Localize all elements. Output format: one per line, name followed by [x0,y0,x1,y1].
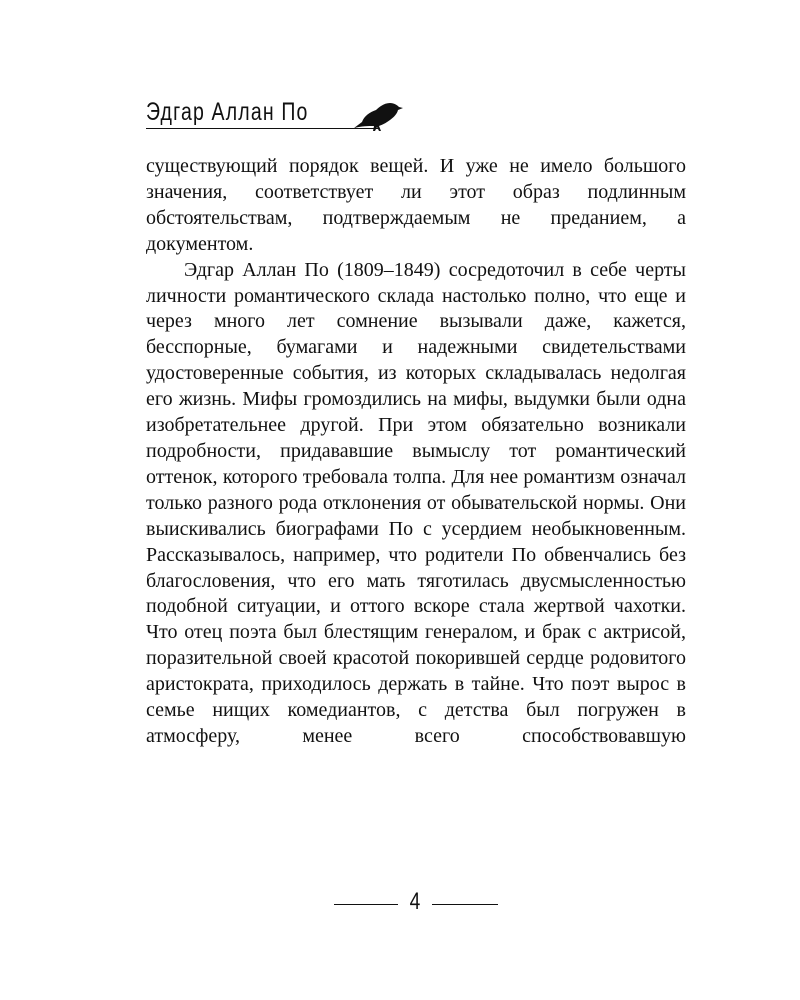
page-footer [300,884,500,920]
body-text [146,154,686,750]
running-header-title: Эдгар Аллан По [146,98,309,126]
raven-icon [352,98,404,132]
footer-rule-left [334,904,398,905]
footer-rule-right [432,904,498,905]
paragraph-1: существующий порядок вещей. И уже не имело большого значения, соответствует ли этот образ подлинным обстоятельствам, подтверждаемым не преданием, а документом. [146,155,686,255]
paragraph-2: Эдгар Аллан По (1809–1849) сосредоточил в себе черты личности романтического склада настолько полно, что еще и через много лет сомнение вызывали даже, кажется, бесспорные, бумагами и надежными свидетельствами удостоверенные события, из которых складывалась недолгая его жизнь. Мифы громоздились на мифы, выдумки были одна изобретательнее другой. При этом обязательно возникали подробности, придававшие вымыслу тот романтический оттенок, которого требовала толпа. Для нее романтизм означал только разного рода отклонения от обывательской нормы. Они выискивались биографами По с усердием необыкновенным. Рассказывалось, например, что родители По обвенчались без благословения, что его мать тяготилась двусмысленностью подобной ситуации, и оттого вскоре стала жертвой чахотки. Что отец поэта был блестящим генералом, и брак с актрисой, поразительной своей красотой покорившей сердце родовитого аристократа, приходилось держать в тайне. Что поэт вырос в семье нищих комедиантов, с детства был погружен в атмосферу, менее всего способствовавшую [146,258,686,747]
page-number: 4 [409,888,421,915]
header-rule [146,128,378,129]
